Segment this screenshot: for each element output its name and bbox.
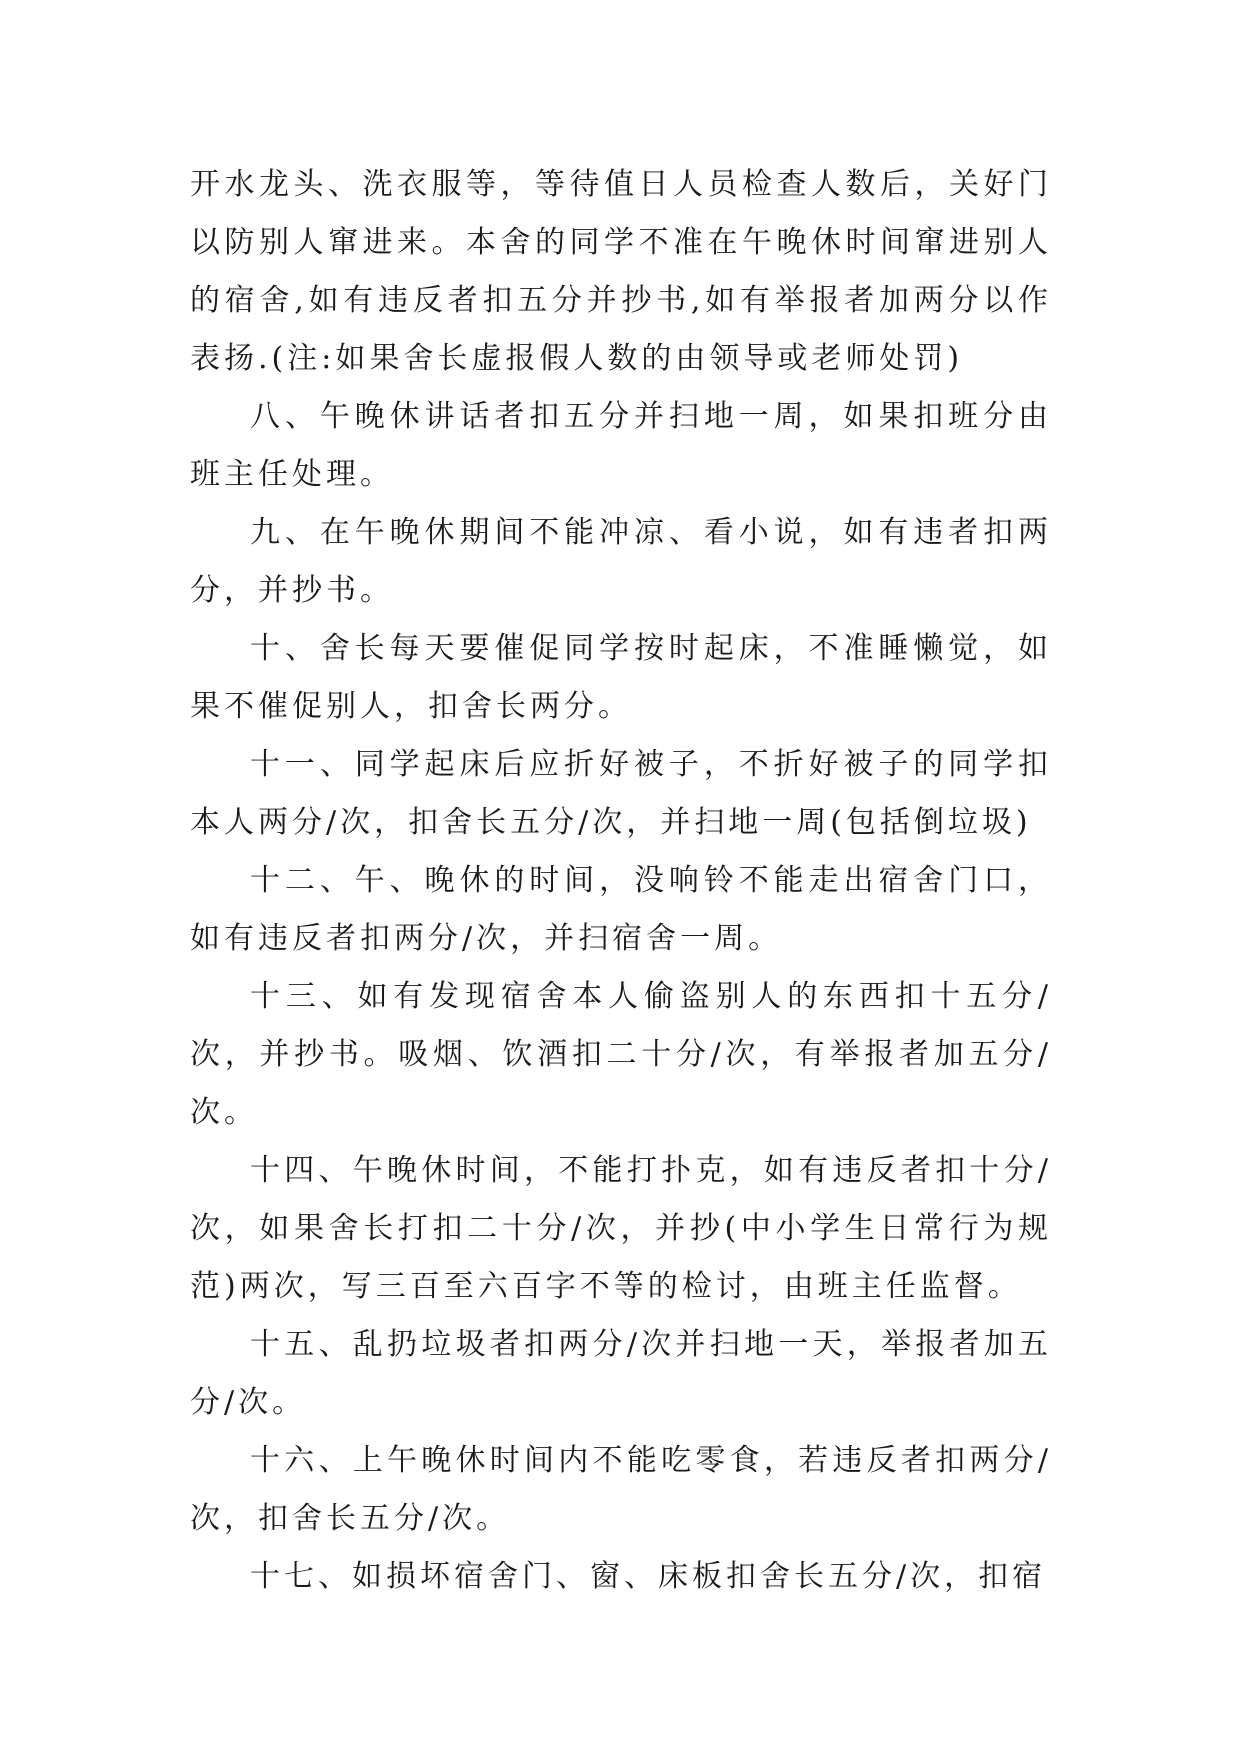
- paragraph-17: 十七、如损坏宿舍门、窗、床板扣舍长五分/次，扣宿: [250, 1559, 1047, 1594]
- document-body: [190, 156, 1052, 1606]
- paragraph-13: 十三、如有发现宿舍本人偷盗别人的东西扣十五分/次，并抄书。吸烟、饮酒扣二十分/次，有举报者加五分/次。: [190, 979, 1052, 1130]
- paragraph-14: 十四、午晚休时间，不能打扑克，如有违反者扣十分/次，如果舍长打扣二十分/次，并抄(中小学生日常行为规范)两次，写三百至六百字不等的检讨，由班主任监督。: [190, 1153, 1052, 1304]
- paragraph-11: 十一、同学起床后应折好被子，不折好被子的同学扣本人两分/次，扣舍长五分/次，并扫地一周(包括倒垃圾): [190, 747, 1052, 840]
- paragraph-7-continued: 开水龙头、洗衣服等，等待值日人员检查人数后，关好门以防别人窜进来。本舍的同学不准在午晚休时间窜进别人的宿舍,如有违反者扣五分并抄书,如有举报者加两分以作表扬.(注:如果舍长虚报假人数的由领导或老师处罚): [190, 167, 1052, 376]
- paragraph-12: 十二、午、晚休的时间，没响铃不能走出宿舍门口，如有违反者扣两分/次，并扫宿舍一周。: [190, 863, 1052, 956]
- paragraph-16: 十六、上午晚休时间内不能吃零食，若违反者扣两分/次，扣舍长五分/次。: [190, 1443, 1052, 1536]
- paragraph-10: 十、舍长每天要催促同学按时起床，不准睡懒觉，如果不催促别人，扣舍长两分。: [190, 631, 1052, 724]
- paragraph-8: 八、午晚休讲话者扣五分并扫地一周，如果扣班分由班主任处理。: [190, 399, 1052, 492]
- paragraph-15: 十五、乱扔垃圾者扣两分/次并扫地一天，举报者加五分/次。: [190, 1327, 1052, 1420]
- paragraph-9: 九、在午晚休期间不能冲凉、看小说，如有违者扣两分，并抄书。: [190, 515, 1052, 608]
